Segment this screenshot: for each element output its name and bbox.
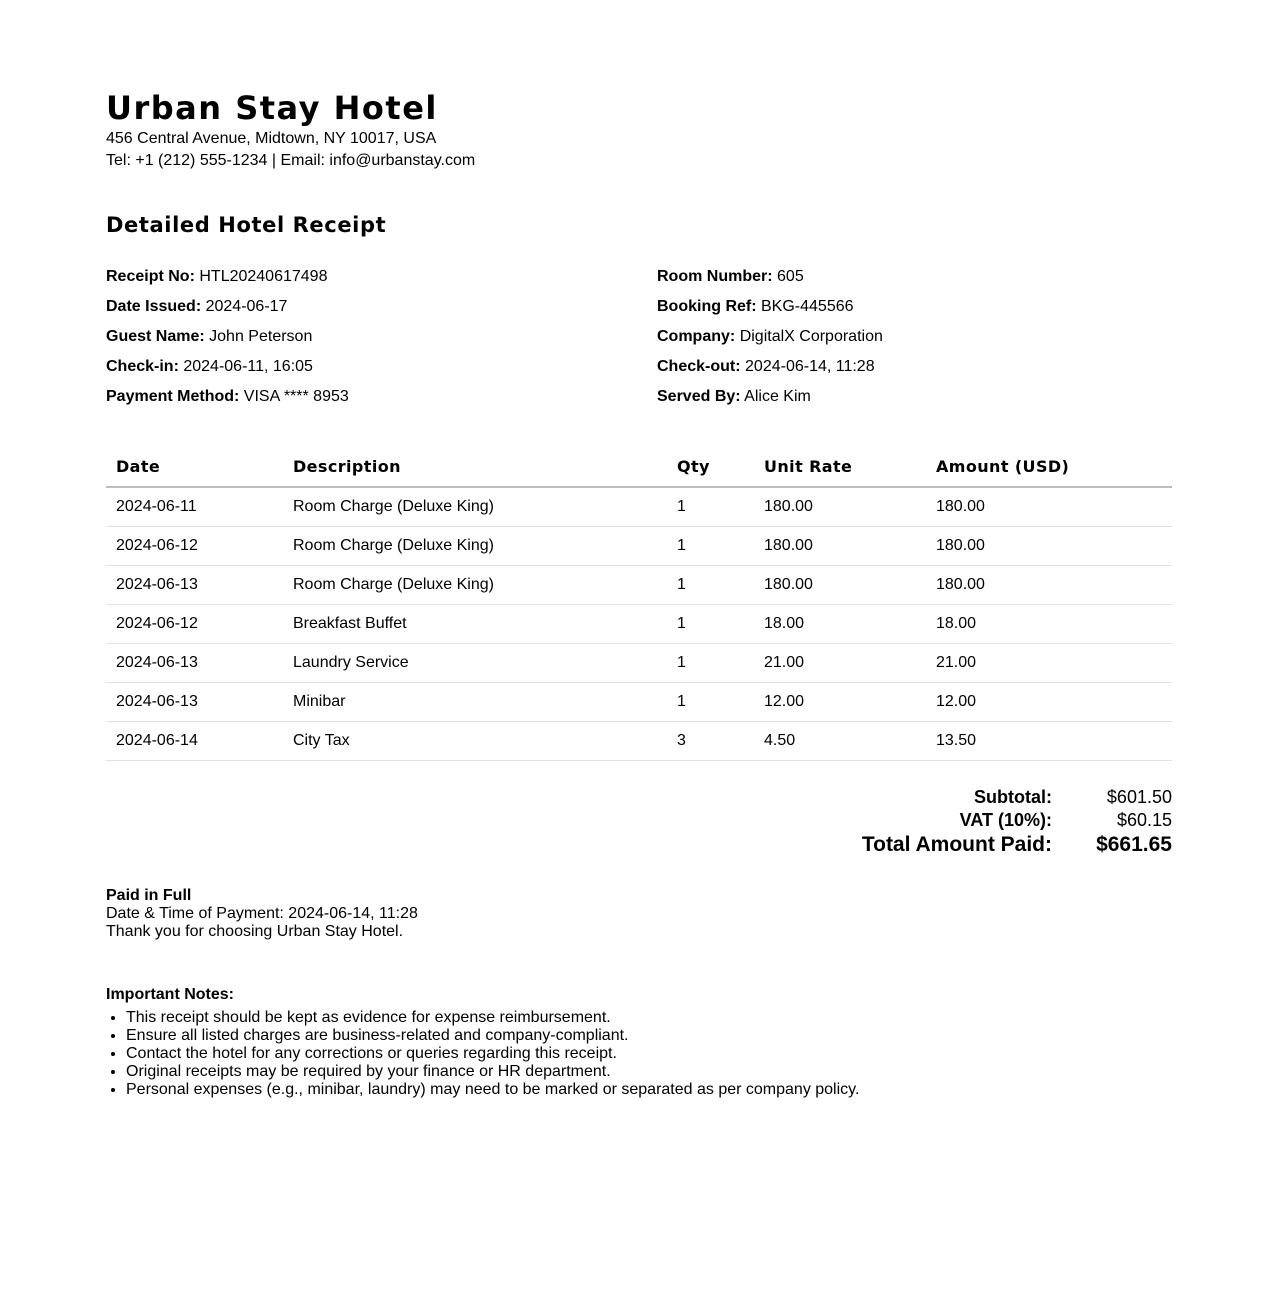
payment-section	[106, 887, 1172, 941]
subtotal-row	[106, 786, 1172, 809]
totals-section	[106, 786, 1172, 858]
hotel-header	[106, 88, 1172, 172]
table-row	[106, 683, 1172, 722]
table-row	[106, 527, 1172, 566]
cell-qty: 1	[667, 527, 754, 566]
cell-unit-rate: 4.50	[754, 722, 926, 761]
receipt-page	[106, 88, 1172, 1099]
cell-description: Room Charge (Deluxe King)	[283, 566, 667, 605]
total-row	[106, 832, 1172, 858]
info-value: 605	[777, 268, 804, 285]
cell-date: 2024-06-13	[106, 683, 283, 722]
cell-amount: 13.50	[926, 722, 1172, 761]
info-value: HTL20240617498	[199, 268, 328, 285]
cell-unit-rate: 180.00	[754, 566, 926, 605]
thank-you-message: Thank you for choosing Urban Stay Hotel.	[106, 923, 404, 940]
cell-date: 2024-06-14	[106, 722, 283, 761]
info-payment-method	[106, 382, 349, 412]
cell-date: 2024-06-12	[106, 527, 283, 566]
hotel-contact: Tel: +1 (212) 555-1234 | Email: info@urbanstay.com	[106, 152, 476, 169]
column-header-amount: Amount (USD)	[926, 446, 1172, 487]
info-label: Guest Name:	[106, 328, 205, 345]
info-label: Receipt No:	[106, 268, 195, 285]
cell-description: Minibar	[283, 683, 667, 722]
important-notes	[106, 985, 1172, 1099]
cell-qty: 1	[667, 487, 754, 527]
info-column-right	[657, 262, 883, 412]
info-value: 2024-06-17	[205, 298, 288, 315]
note-item: • This receipt should be kept as evidence for expense reimbursement.	[126, 1009, 1172, 1027]
info-value: Alice Kim	[744, 388, 811, 405]
info-served-by	[657, 382, 883, 412]
payment-status: Paid in Full	[106, 887, 192, 904]
table-header-row	[106, 446, 1172, 487]
table-row	[106, 644, 1172, 683]
table-row	[106, 722, 1172, 761]
cell-qty: 1	[667, 644, 754, 683]
info-value: 2024-06-11, 16:05	[183, 358, 313, 375]
cell-qty: 3	[667, 722, 754, 761]
cell-unit-rate: 12.00	[754, 683, 926, 722]
info-value: VISA **** 8953	[243, 388, 349, 405]
charges-table	[106, 446, 1172, 761]
info-value: BKG-445566	[761, 298, 854, 315]
cell-amount: 180.00	[926, 566, 1172, 605]
payment-datetime: Date & Time of Payment: 2024-06-14, 11:28	[106, 905, 418, 922]
cell-qty: 1	[667, 683, 754, 722]
info-value: John Peterson	[209, 328, 313, 345]
receipt-info	[106, 262, 1172, 412]
notes-list	[106, 1009, 1172, 1099]
cell-amount: 12.00	[926, 683, 1172, 722]
cell-description: City Tax	[283, 722, 667, 761]
info-receipt-no	[106, 262, 349, 292]
vat-label: VAT (10%):	[959, 810, 1052, 830]
cell-description: Laundry Service	[283, 644, 667, 683]
table-row	[106, 605, 1172, 644]
info-column-left	[106, 262, 349, 412]
info-guest-name	[106, 322, 349, 352]
info-company	[657, 322, 883, 352]
total-value: $661.65	[1096, 833, 1172, 856]
cell-date: 2024-06-13	[106, 566, 283, 605]
info-value: DigitalX Corporation	[739, 328, 883, 345]
info-date-issued	[106, 292, 349, 322]
cell-amount: 18.00	[926, 605, 1172, 644]
info-label: Date Issued:	[106, 298, 202, 315]
document-title: Detailed Hotel Receipt	[106, 213, 387, 237]
cell-amount: 180.00	[926, 527, 1172, 566]
cell-unit-rate: 180.00	[754, 527, 926, 566]
info-label: Check-out:	[657, 358, 741, 375]
cell-unit-rate: 21.00	[754, 644, 926, 683]
column-header-qty: Qty	[667, 446, 754, 487]
vat-value: $60.15	[1116, 810, 1172, 830]
info-check-in	[106, 352, 349, 382]
info-label: Room Number:	[657, 268, 773, 285]
note-item: • Personal expenses (e.g., minibar, laundry) may need to be marked or separated as per company policy.	[126, 1081, 1172, 1099]
subtotal-label: Subtotal:	[974, 787, 1052, 807]
table-row	[106, 566, 1172, 605]
column-header-date: Date	[106, 446, 283, 487]
cell-unit-rate: 180.00	[754, 487, 926, 527]
total-label: Total Amount Paid:	[861, 833, 1052, 856]
note-item: • Ensure all listed charges are business-related and company-compliant.	[126, 1027, 1172, 1045]
cell-amount: 180.00	[926, 487, 1172, 527]
info-value: 2024-06-14, 11:28	[745, 358, 875, 375]
cell-amount: 21.00	[926, 644, 1172, 683]
column-header-description: Description	[283, 446, 667, 487]
info-label: Company:	[657, 328, 736, 345]
vat-row	[106, 809, 1172, 832]
info-label: Booking Ref:	[657, 298, 757, 315]
info-label: Check-in:	[106, 358, 179, 375]
column-header-unit-rate: Unit Rate	[754, 446, 926, 487]
cell-unit-rate: 18.00	[754, 605, 926, 644]
notes-title: Important Notes:	[106, 986, 234, 1003]
cell-qty: 1	[667, 605, 754, 644]
info-room-number	[657, 262, 883, 292]
cell-date: 2024-06-12	[106, 605, 283, 644]
info-booking-ref	[657, 292, 883, 322]
cell-date: 2024-06-11	[106, 487, 283, 527]
note-item: • Original receipts may be required by your finance or HR department.	[126, 1063, 1172, 1081]
hotel-name: Urban Stay Hotel	[106, 89, 438, 127]
note-item: • Contact the hotel for any corrections or queries regarding this receipt.	[126, 1045, 1172, 1063]
cell-description: Room Charge (Deluxe King)	[283, 487, 667, 527]
cell-description: Breakfast Buffet	[283, 605, 667, 644]
info-label: Payment Method:	[106, 388, 240, 405]
cell-date: 2024-06-13	[106, 644, 283, 683]
table-row	[106, 487, 1172, 527]
info-label: Served By:	[657, 388, 741, 405]
info-check-out	[657, 352, 883, 382]
cell-qty: 1	[667, 566, 754, 605]
subtotal-value: $601.50	[1106, 787, 1172, 807]
cell-description: Room Charge (Deluxe King)	[283, 527, 667, 566]
hotel-address: 456 Central Avenue, Midtown, NY 10017, USA	[106, 130, 437, 147]
